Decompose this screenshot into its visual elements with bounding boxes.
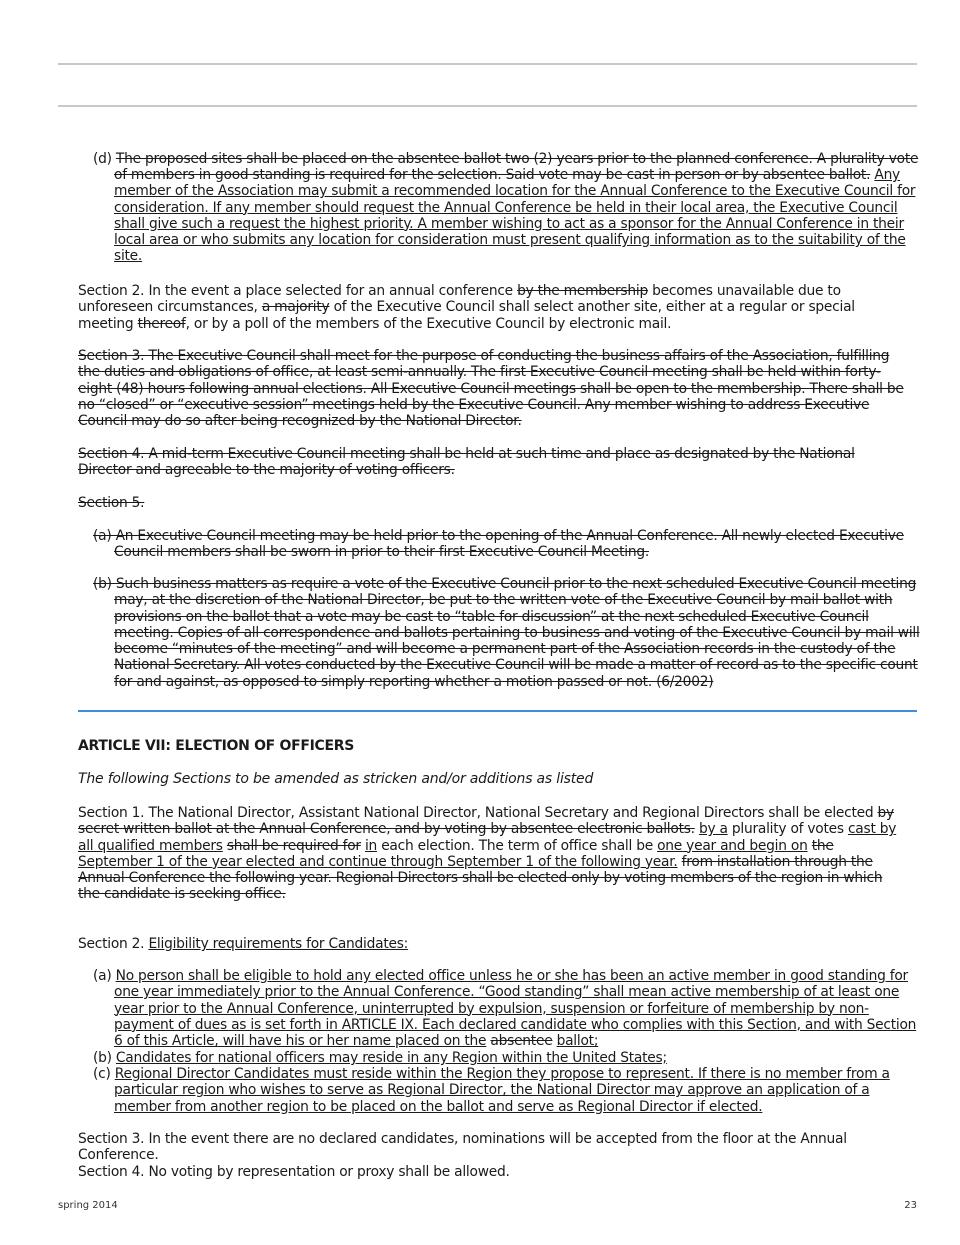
article-section-1-struck: from installation through the Annual Conference the following year. Regional Directors shall be elected only by voting members of the region in which the candidate is seeking office. (78, 853, 883, 903)
section-2-text: of the Executive Council shall select another site, either at a regular or special meeting (78, 299, 855, 332)
article-intro: The following Sections to be amended as stricken and/or additions as listed (78, 771, 594, 787)
section-d (93, 151, 925, 264)
section-3-struck (78, 348, 904, 429)
page-number: 23 (904, 1200, 917, 1211)
article-section-1-text: Section 1. The National Director, Assistant National Director, National Secretary and Regional Directors shall be elected (78, 805, 874, 821)
article-section-1-added: one year and begin on (657, 837, 808, 854)
article-section-1-struck: the (811, 837, 834, 854)
article-section-2a-added: ballot; (556, 1033, 599, 1050)
section-d-added: Any member of the Association may submit a recommended location for the Annual Conference to the Executive Council for consideration. If any member should request the Annual Conference be held in their local area, the Executive Council shall give such a request the highest priority. A member wishing to act as a sponsor for the Annual Conference in their local area or who submits any location for consideration must present qualifying information as to the suitability of the site. (114, 167, 916, 265)
article-section-2b-added: Candidates for national officers may reside in any Region within the United States; (115, 1050, 667, 1066)
item-label: (c) (93, 1066, 111, 1082)
item-label: (b) (93, 1050, 112, 1066)
section-5b-text: (b) Such business matters as require a vote of the Executive Council prior to the next scheduled Executive Council meeting may, at the discretion of the National Director, be put to the written vote of the Executive Council by mail ballot with provisions on the ballot that a vote may be cast to “table for discussion” at the next scheduled Executive Council meeting. Copies of all correspondence and ballots pertaining to business and voting of the Executive Council by mail will become “minutes of the meeting” and will become a permanent part of the Association records in the custody of the National Secretary. All votes conducted by the Executive Council will be made a matter of record as to the specific count for and against, as opposed to simply reporting whether a motion passed or not. (6/2002) (93, 576, 920, 690)
article-section-2a-added: No person shall be eligible to hold any elected office unless he or she has been an active member in good standing for one year immediately prior to the Annual Conference. “Good standing” shall mean active membership of at least one year prior to the Annual Conference, uninterrupted by expulsion, suspension or forfeiture of membership by non-payment of dues as is set forth in ARTICLE IX. Each declared candidate who complies with this Section, and with Section 6 of this Article, will have his or her name placed on the (114, 968, 917, 1050)
section-2-text: , or by a poll of the members of the Executive Council by electronic mail. (185, 315, 672, 332)
article-section-1-added: September 1 of the year elected and continue through September 1 of the following year. (78, 853, 678, 870)
section-2-struck: by the membership (517, 283, 648, 299)
article-section-1-added: cast by all qualified members (78, 821, 897, 854)
article-section-2b (93, 1050, 925, 1066)
section-5a-text: (a) An Executive Council meeting may be held prior to the opening of the Annual Conference. All newly elected Executive Council members shall be sworn in prior to their first Executive Council Meeting. (93, 528, 904, 561)
header-rule-bottom (58, 105, 917, 107)
article-section-1-text: plurality of votes (731, 821, 844, 838)
article-section-1-added: in (364, 837, 378, 854)
article-section-2-added: Eligibility requirements for Candidates: (148, 936, 409, 952)
section-2-struck: a majority (261, 299, 330, 316)
section-5-text: Section 5. (78, 495, 145, 511)
section-2-struck: thereof (137, 315, 186, 332)
section-4-text: Section 4. A mid-term Executive Council meeting shall be held at such time and place as designated by the National Director and agreeable to the majority of voting officers. (78, 446, 855, 479)
section-3-text: Section 3. The Executive Council shall meet for the purpose of conducting the business affairs of the Association, fulfilling the duties and obligations of office, at least semi-annually. The first Executive Council meeting shall be held within forty-eight (48) hours following annual elections. All Executive Council meetings shall be open to the membership. There shall be no “closed” or “executive session” meetings held by the Executive Council. Any member wishing to address Executive Council may do so after being recognized by the National Director. (78, 348, 904, 430)
article-section-2 (78, 936, 904, 952)
section-5a-struck (93, 528, 925, 561)
article-section-1-added: by a (698, 821, 728, 838)
section-2 (78, 283, 904, 332)
section-2-text: becomes unavailable due to unforeseen circumstances, (78, 283, 841, 316)
section-5b-struck (93, 576, 925, 690)
article-section-2c-added: Regional Director Candidates must reside within the Region they propose to represent. If there is no member from a particular region who wishes to serve as Regional Director, the National Director may approve an application of a member from another region to be placed on the ballot and serve as Regional Director if elected. (114, 1066, 890, 1115)
article-section-1-struck: by secret written ballot at the Annual Conference, and by voting by absentee electronic ballots. (78, 805, 894, 838)
article-section-1 (78, 805, 904, 903)
section-2-text: Section 2. In the event a place selected for an annual conference (78, 283, 513, 299)
article-section-1-struck: shall be required for (226, 837, 361, 854)
section-d-label: (d) (93, 151, 112, 167)
article-divider (78, 710, 917, 712)
article-section-2-text: Section 2. (78, 936, 145, 952)
section-5-struck (78, 495, 904, 511)
article-section-2c (93, 1066, 925, 1115)
article-section-3: Section 3. In the event there are no declared candidates, nominations will be accepted from the floor at the Annual Conference. (78, 1131, 847, 1164)
article-section-2a-struck: absentee (490, 1033, 553, 1050)
article-section-4: Section 4. No voting by representation or proxy shall be allowed. (78, 1164, 510, 1180)
section-d-struck: The proposed sites shall be placed on the absentee ballot two (2) years prior to the planned conference. A plurality vote of members in good standing is required for the selection. Said vote may be cast in person or by absentee ballot. (114, 151, 919, 184)
item-label: (a) (93, 968, 112, 984)
section-4-struck (78, 446, 904, 479)
header-rule-top (58, 63, 917, 65)
footer-issue: spring 2014 (58, 1200, 118, 1211)
article-heading: ARTICLE VII: ELECTION OF OFFICERS (78, 738, 355, 754)
article-section-1-text: each election. The term of office shall be (381, 837, 653, 854)
article-section-2a (93, 968, 925, 1049)
